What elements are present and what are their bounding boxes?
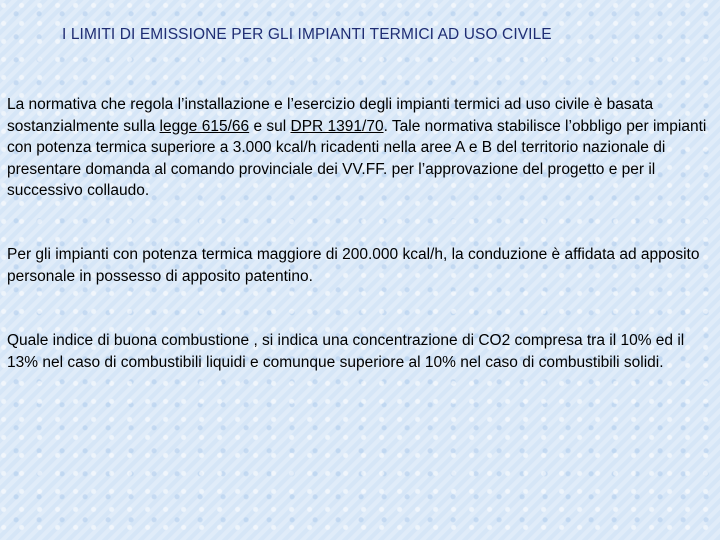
paragraph-legislation-text-3: . Tale normativa stabilisce l’obbligo per impianti con potenza termica superiore a 3.000 kcal/h ricadenti nella aree A e B del territorio nazionale di presentare domanda al comando provinciale dei VV.FF. per l’approvazione del progetto e per il successivo collaudo. — [7, 117, 707, 199]
paragraph-legislation-text-1: La normativa che regola l’installazione e l’esercizio degli impianti termici ad uso civile è basata sostanzialmente sulla — [7, 96, 654, 135]
law-reference-legge: legge 615/66 — [159, 117, 250, 135]
law-reference-dpr: DPR 1391/70 — [290, 117, 384, 135]
paragraph-legislation-text-2: e sul — [249, 117, 291, 135]
slide-title: I LIMITI DI EMISSIONE PER GLI IMPIANTI TERMICI AD USO CIVILE — [62, 26, 552, 43]
paragraph-combustion-index: Quale indice di buona combustione , si indica una concentrazione di CO2 compresa tra il 10% ed il 13% nel caso di combustibili liquidi e comunque superiore al 10% nel caso di combustibili solidi. — [7, 332, 685, 371]
paragraph-operator-license: Per gli impianti con potenza termica maggiore di 200.000 kcal/h, la conduzione è affidata ad apposito personale in possesso di apposito patentino. — [7, 246, 700, 285]
paragraph-legislation — [7, 94, 715, 202]
